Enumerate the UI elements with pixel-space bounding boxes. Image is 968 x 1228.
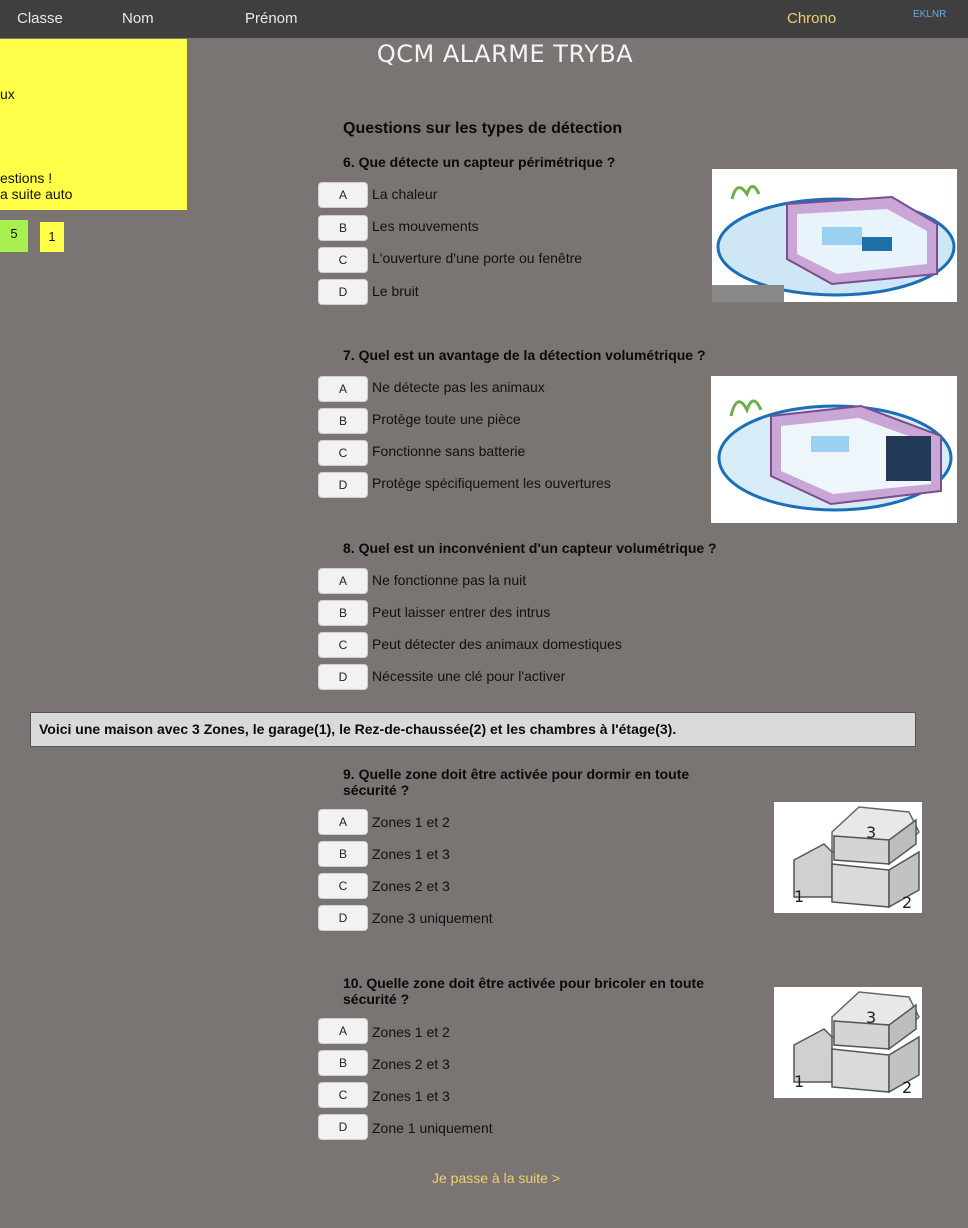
q7-option-c-button[interactable]: C xyxy=(318,440,368,466)
zone-2-label: 2 xyxy=(902,893,913,912)
q7-option-a-label: Ne détecte pas les animaux xyxy=(372,379,545,395)
question-8: 8. Quel est un inconvénient d'un capteur volumétrique ? xyxy=(343,540,717,556)
q6-option-c-button[interactable]: C xyxy=(318,247,368,273)
q9-option-a-button[interactable]: A xyxy=(318,809,368,835)
house-zones-illustration-q9 xyxy=(774,802,922,913)
next-page-link[interactable]: Je passe à la suite > xyxy=(431,1170,561,1186)
question-6: 6. Que détecte un capteur périmétrique ? xyxy=(343,154,616,170)
q10-option-c-label: Zones 1 et 3 xyxy=(372,1088,450,1104)
zone-1-label: 1 xyxy=(794,887,805,906)
chrono-timer: Chrono xyxy=(787,10,837,27)
zone-3-label: 3 xyxy=(866,823,877,842)
q8-option-b-label: Peut laisser entrer des intrus xyxy=(372,604,551,620)
score-counter: 5 xyxy=(0,220,28,252)
q7-option-b-label: Protège toute une pièce xyxy=(372,411,521,427)
page-title: QCM ALARME TRYBA xyxy=(376,40,634,68)
house-volumetric-illustration xyxy=(711,376,957,523)
house-zones-illustration-q10 xyxy=(774,987,922,1098)
top-bar xyxy=(0,0,968,38)
q9-option-b-label: Zones 1 et 3 xyxy=(372,846,450,862)
q6-option-a-label: La chaleur xyxy=(372,186,438,202)
q10-option-b-button[interactable]: B xyxy=(318,1050,368,1076)
q9-option-b-button[interactable]: B xyxy=(318,841,368,867)
prenom-field[interactable]: Prénom xyxy=(245,10,298,27)
page-counter: 1 xyxy=(40,222,64,252)
section-title: Questions sur les types de détection xyxy=(343,120,623,137)
q10-option-a-button[interactable]: A xyxy=(318,1018,368,1044)
q10-option-a-label: Zones 1 et 2 xyxy=(372,1024,450,1040)
question-9: 9. Quelle zone doit être activée pour dormir en toute sécurité ? xyxy=(343,766,690,798)
q8-option-a-label: Ne fonctionne pas la nuit xyxy=(372,572,527,588)
q6-option-b-button[interactable]: B xyxy=(318,215,368,241)
q9-option-c-button[interactable]: C xyxy=(318,873,368,899)
q8-option-d-button[interactable]: D xyxy=(318,664,368,690)
instructions-panel xyxy=(0,39,187,210)
q7-option-b-button[interactable]: B xyxy=(318,408,368,434)
q10-option-b-label: Zones 2 et 3 xyxy=(372,1056,450,1072)
q9-option-d-label: Zone 3 uniquement xyxy=(372,910,493,926)
house-perimeter-illustration xyxy=(712,169,957,302)
q8-option-c-button[interactable]: C xyxy=(318,632,368,658)
q6-option-d-button[interactable]: D xyxy=(318,279,368,305)
q8-option-d-label: Nécessite une clé pour l'activer xyxy=(372,668,566,684)
instructions-line-2: estions ! xyxy=(0,170,53,186)
q7-option-d-button[interactable]: D xyxy=(318,472,368,498)
zone-3-label: 3 xyxy=(866,1008,877,1027)
code-label: EKLNR xyxy=(913,9,947,20)
instructions-line-1: ux xyxy=(0,86,15,102)
question-7: 7. Quel est un avantage de la détection volumétrique ? xyxy=(343,347,706,363)
q7-option-d-label: Protège spécifiquement les ouvertures xyxy=(372,475,611,491)
q6-option-c-label: L'ouverture d'une porte ou fenêtre xyxy=(372,250,583,266)
q10-option-d-button[interactable]: D xyxy=(318,1114,368,1140)
q7-option-c-label: Fonctionne sans batterie xyxy=(372,443,526,459)
q6-option-b-label: Les mouvements xyxy=(372,218,479,234)
zone-2-label: 2 xyxy=(902,1078,913,1097)
q7-option-a-button[interactable]: A xyxy=(318,376,368,402)
q6-option-a-button[interactable]: A xyxy=(318,182,368,208)
q8-option-c-label: Peut détecter des animaux domestiques xyxy=(372,636,622,652)
zones-info-banner: Voici une maison avec 3 Zones, le garage(1), le Rez-de-chaussée(2) et les chambres à l'étage(3). xyxy=(30,712,916,747)
instructions-line-3: a suite auto xyxy=(0,186,73,202)
zone-1-label: 1 xyxy=(794,1072,805,1091)
classe-field[interactable]: Classe xyxy=(17,10,63,27)
q6-option-d-label: Le bruit xyxy=(372,283,419,299)
q9-option-a-label: Zones 1 et 2 xyxy=(372,814,450,830)
nom-field[interactable]: Nom xyxy=(122,10,154,27)
q10-option-d-label: Zone 1 uniquement xyxy=(372,1120,493,1136)
q8-option-a-button[interactable]: A xyxy=(318,568,368,594)
q9-option-d-button[interactable]: D xyxy=(318,905,368,931)
question-10: 10. Quelle zone doit être activée pour bricoler en toute sécurité ? xyxy=(343,975,704,1007)
q8-option-b-button[interactable]: B xyxy=(318,600,368,626)
q10-option-c-button[interactable]: C xyxy=(318,1082,368,1108)
q9-option-c-label: Zones 2 et 3 xyxy=(372,878,450,894)
